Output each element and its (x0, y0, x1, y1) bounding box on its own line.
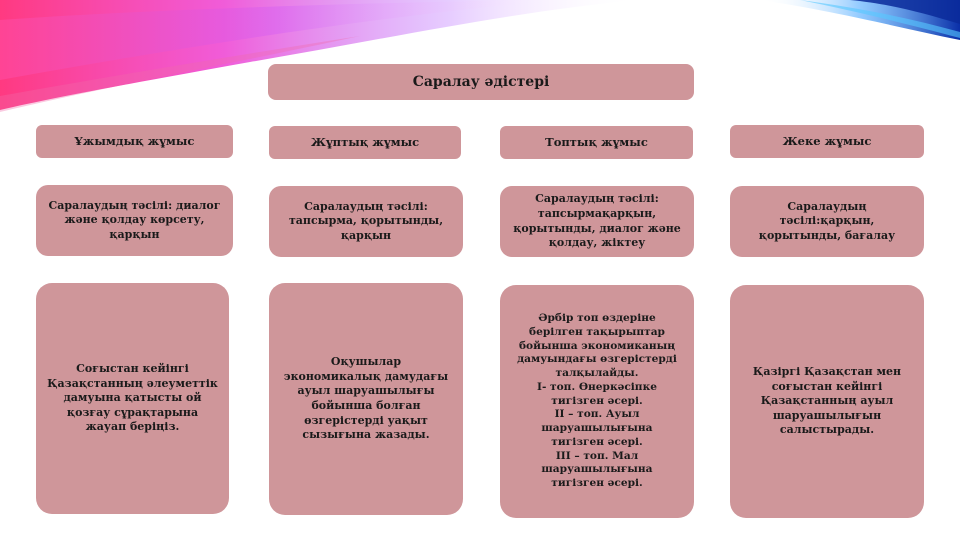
method-text: Саралаудың тәсілі: тапсырма, қорытынды, қарқын (288, 199, 444, 242)
header-label: Жұптық жұмыс (310, 134, 420, 149)
header-collective-work (36, 125, 233, 158)
task-box-individual (730, 285, 924, 518)
header-label: Ұжымдық жұмыс (74, 133, 195, 148)
task-text: Қазіргі Қазақстан мен соғыстан кейінгі Қазақстанның ауыл шаруашылығын салыстырады. (752, 365, 902, 437)
method-text: Саралаудың тәсілі:қарқын, қорытынды, бағалау (758, 199, 896, 242)
method-box-pair (269, 186, 463, 257)
page-title-text: Саралау әдістері (412, 73, 550, 90)
task-box-pair (269, 283, 463, 515)
header-pair-work (269, 126, 461, 159)
method-box-individual (730, 186, 924, 257)
method-box-group (500, 186, 694, 257)
task-box-collective (36, 283, 229, 514)
header-group-work (500, 126, 693, 159)
method-box-collective (36, 185, 233, 256)
header-label: Топтық жұмыс (545, 134, 648, 149)
page-title (268, 64, 694, 100)
header-individual-work (730, 125, 924, 158)
task-text: Оқушылар экономикалық дамудағы ауыл шаруашылығы бойынша болған өзгерістерді уақыт сызығына жазады. (283, 355, 449, 442)
task-box-group (500, 285, 694, 518)
header-label: Жеке жұмыс (782, 133, 872, 148)
method-text: Саралаудың тәсілі: тапсырмақарқын, қорытынды, диалог және қолдау, жіктеу (513, 192, 681, 250)
task-text: Соғыстан кейінгі Қазақстанның әлеуметтік дамуына қатысты ой қозғау сұрақтарына жауап беріңіз. (47, 362, 218, 434)
task-text: Әрбір топ өздеріне берілген тақырыптар бойынша экономиканың дамуындағы өзгерістерді талқылайды. I- топ. Өнеркәсіпке тигізген әсері. II – топ. Ауыл шаруашылығына тигізген әсері. III – топ. Мал шаруашылығына тигізген әсері. (517, 312, 677, 490)
method-text: Саралаудың тәсілі: диалог және қолдау көрсету, қарқын (48, 198, 221, 241)
